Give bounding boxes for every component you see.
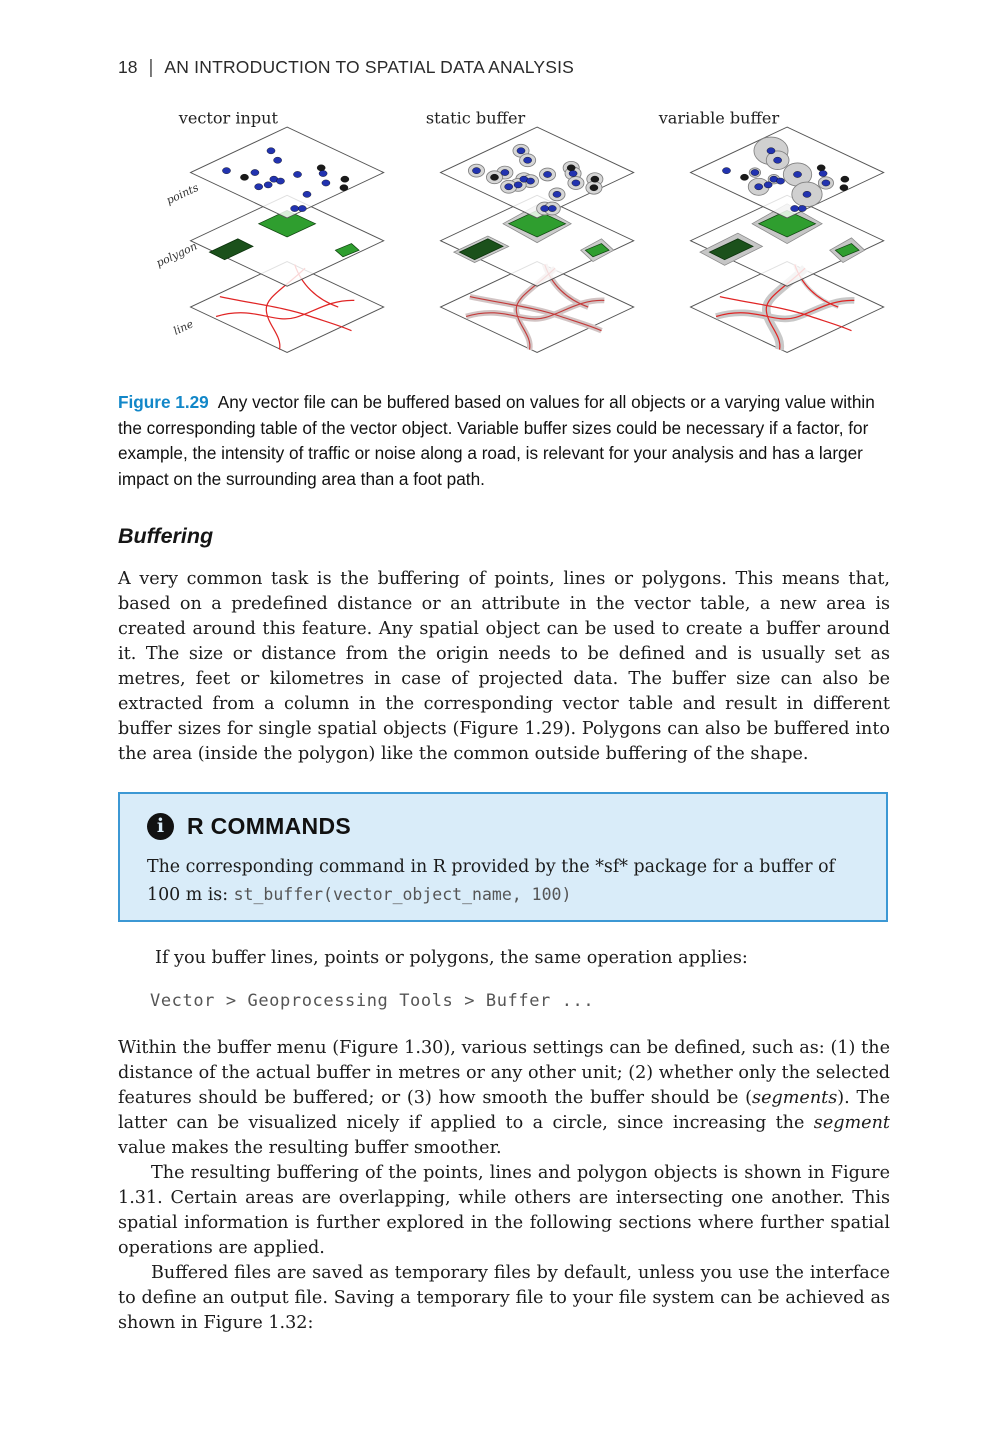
paragraph-buffer-menu-text: Within the buffer menu (Figure 1.30), various settings can be defined, such as: (1) the distance of the actual buffer in metres or any other unit; (2) whether only the selected features should be buffered; or (3) how smooth the buffer should be ( [118,1038,890,1108]
page-number: 18 [118,57,138,77]
menu-path-code: Vector > Geoprocessing Tools > Buffer ... [150,991,595,1011]
layer-label-polygon: polygon [154,239,200,270]
paragraph-buffer-menu-text: ). The latter can be visualized nicely if applied to a circle, since increasing the [118,1088,890,1133]
header-separator: | [148,57,154,78]
apply-line: If you buffer lines, points or polygons, the same operation applies: [155,948,748,968]
body-text-flow [118,1036,890,1336]
r-commands-code: st_buffer(vector_object_name, 100) [233,885,572,904]
info-icon: i [147,813,174,840]
italic-segment: segment [813,1113,890,1133]
figure-caption-label: Figure 1.29 [118,392,209,412]
figure-panel-variable-buffer [646,110,896,380]
paragraph-buffered-files: Buffered files are saved as temporary files by default, unless you use the interface to define an output file. Saving a temporary file to your file system can be achieved as shown in Figure 1.32: [118,1263,890,1333]
section-heading-buffering: Buffering [118,524,214,548]
figure-panel-vector-input [146,110,396,380]
panel-title: variable buffer [658,110,780,128]
r-commands-box [118,792,888,922]
header-title: AN INTRODUCTION TO SPATIAL DATA ANALYSIS [164,57,575,77]
points-layer-plane [191,127,384,218]
figure-panel-static-buffer [396,110,646,380]
layer-label-line: line [171,317,196,338]
layer-label-points: points [164,180,201,208]
r-commands-text: The corresponding command in R provided by the *sf* package for a buffer of 100 m is: [147,857,835,905]
panel-title: static buffer [425,110,526,128]
r-commands-title-row [147,813,860,840]
panel-title: vector input [178,110,278,128]
paragraph-buffer-menu-text: value makes the resulting buffer smoother. [118,1138,502,1158]
paragraph-buffering: A very common task is the buffering of points, lines or polygons. This means that, based on a predefined distance or an attribute in the vector table, a new area is created around this feature. Any spatial object can be used to create a buffer around it. The size or distance from the origin needs to be defined and is usually set as metres, feet or kilometres in case of projected data. The buffer size can also be extracted from a column in the corresponding vector table and result in different buffer sizes for single spatial objects (Figure 1.29). Polygons can also be buffered into the area (inside the polygon) like the common outside buffering of the shape. [118,569,890,764]
figure-1-29 [146,110,896,380]
italic-segments: segments [752,1088,838,1108]
figure-caption-text: Any vector file can be buffered based on values for all objects or a varying value within the corresponding table of the vector object. Variable buffer sizes could be necessary if a factor, for example, the intensity of traffic or noise along a road, is relevant for your analysis and has a larger impact on the surrounding area than a foot path. [118,392,875,489]
page-header [118,57,574,79]
paragraph-resulting-buffering: The resulting buffering of the points, lines and polygon objects is shown in Figure 1.31. Certain areas are overlapping, while others are intersecting one another. This spatial information is further explored in the following sections where further spatial operations are applied. [118,1163,890,1258]
paragraph-buffer-menu [118,1036,890,1161]
r-commands-title: R COMMANDS [187,813,351,839]
r-commands-body [147,854,860,909]
figure-caption [118,390,892,492]
